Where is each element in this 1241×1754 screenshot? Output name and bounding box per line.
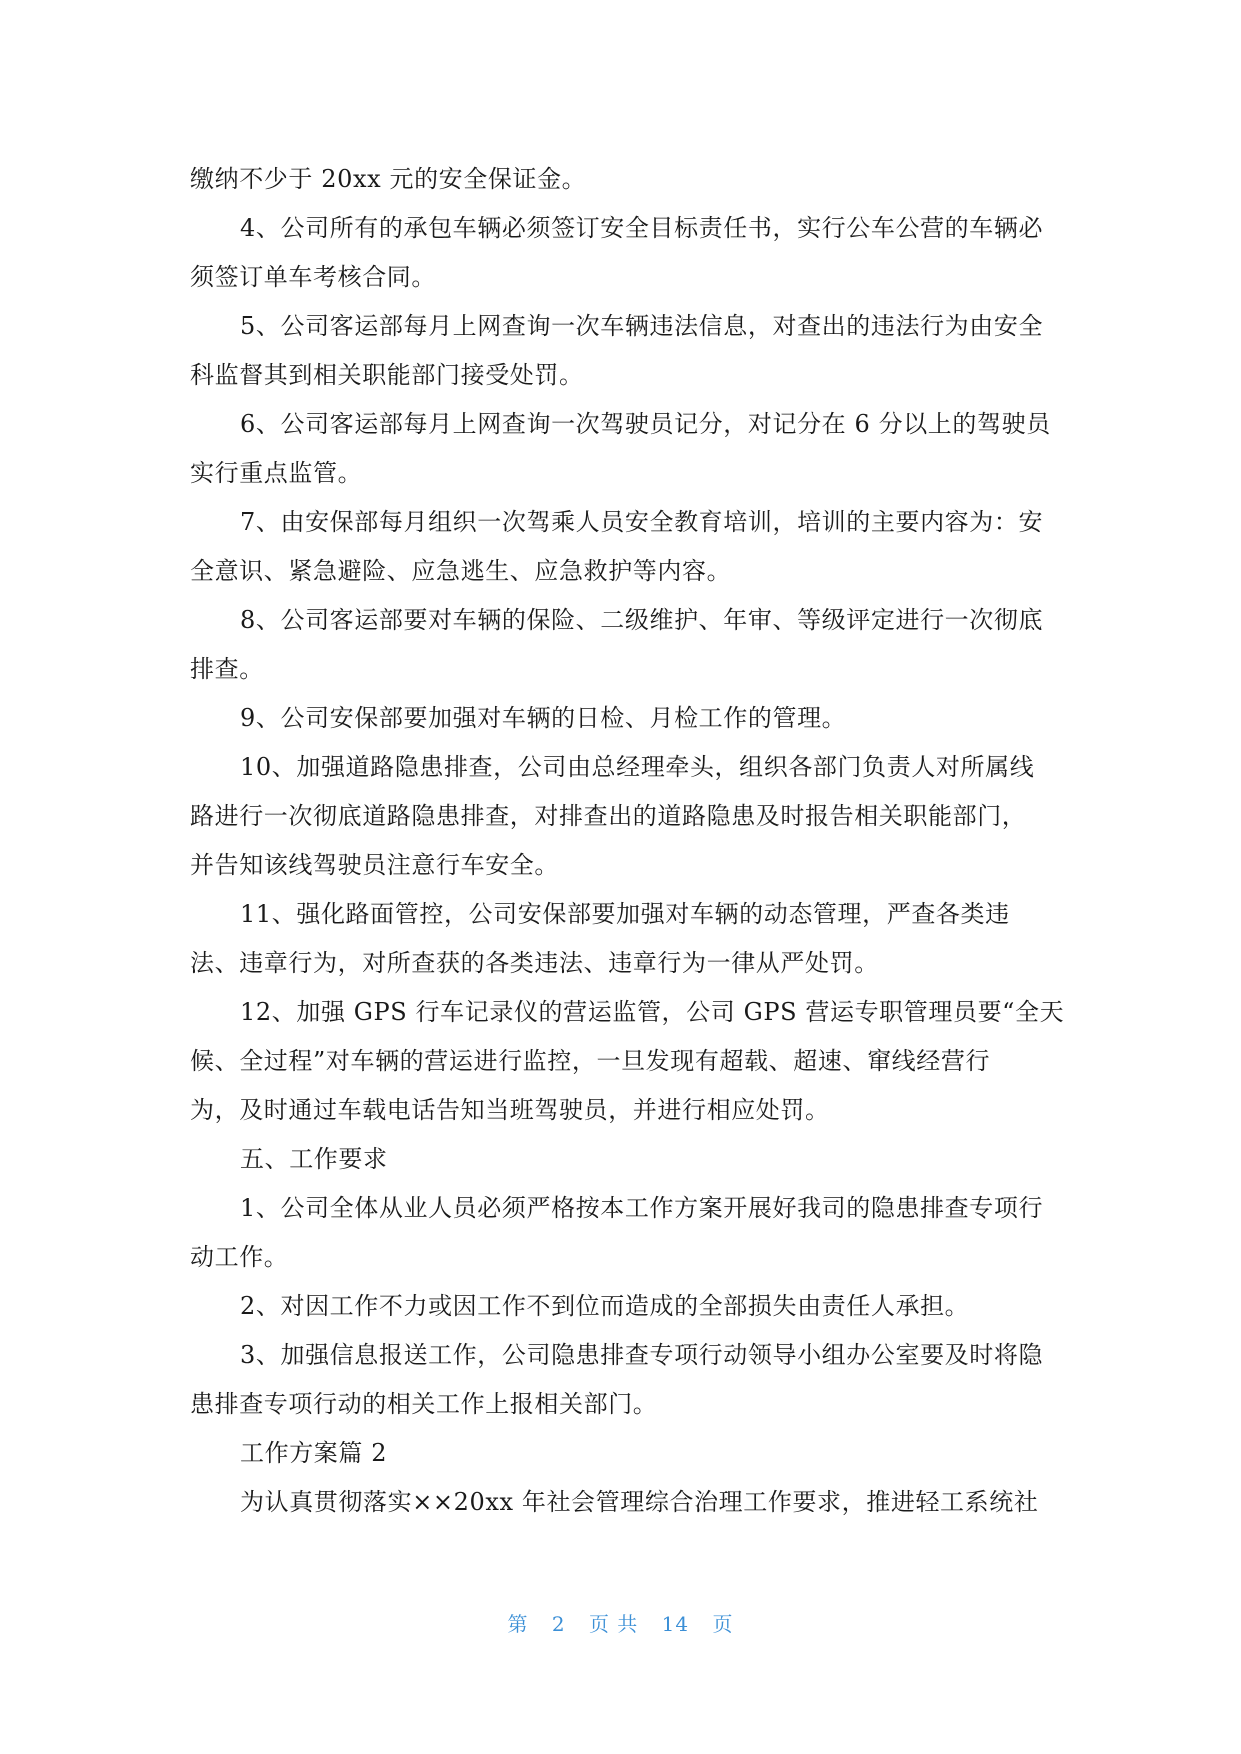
text-line: 科监督其到相关职能部门接受处罚。 xyxy=(190,361,584,389)
page-footer xyxy=(0,1608,1241,1637)
text-line: 6、公司客运部每月上网查询一次驾驶员记分，对记分在 6 分以上的驾驶员 xyxy=(240,410,1051,438)
text-line: 法、违章行为，对所查获的各类违法、违章行为一律从严处罚。 xyxy=(190,949,879,977)
text-line: 候、全过程”对车辆的营运进行监控，一旦发现有超载、超速、窜线经营行 xyxy=(190,1047,991,1075)
footer-prefix: 第 xyxy=(507,1612,529,1636)
total-pages-number: 14 xyxy=(661,1612,690,1636)
text-line: 2、对因工作不力或因工作不到位而造成的全部损失由责任人承担。 xyxy=(240,1292,970,1320)
text-line: 1、公司全体从业人员必须严格按本工作方案开展好我司的隐患排查专项行 xyxy=(240,1194,1044,1222)
text-line: 全意识、紧急避险、应急逃生、应急救护等内容。 xyxy=(190,557,732,585)
text-line: 路进行一次彻底道路隐患排查，对排查出的道路隐患及时报告相关职能部门， xyxy=(190,802,1027,830)
text-line: 为认真贯彻落实××20xx 年社会管理综合治理工作要求，推进轻工系统社 xyxy=(240,1488,1039,1516)
text-line: 11、强化路面管控，公司安保部要加强对车辆的动态管理，严查各类违 xyxy=(240,900,1010,928)
footer-middle: 页 共 xyxy=(588,1612,639,1636)
document-body xyxy=(190,155,1065,1527)
text-line: 9、公司安保部要加强对车辆的日检、月检工作的管理。 xyxy=(240,704,847,732)
text-line: 患排查专项行动的相关工作上报相关部门。 xyxy=(190,1390,658,1418)
text-line: 缴纳不少于 20xx 元的安全保证金。 xyxy=(190,165,587,193)
text-line: 12、加强 GPS 行车记录仪的营运监管，公司 GPS 营运专职管理员要“全天 xyxy=(240,998,1065,1026)
text-line: 五、工作要求 xyxy=(240,1145,388,1173)
text-line: 动工作。 xyxy=(190,1243,289,1271)
text-line: 工作方案篇 2 xyxy=(240,1439,388,1467)
current-page-number: 2 xyxy=(551,1612,566,1636)
text-line: 实行重点监管。 xyxy=(190,459,363,487)
text-line: 10、加强道路隐患排查，公司由总经理牵头，组织各部门负责人对所属线 xyxy=(240,753,1035,781)
footer-suffix: 页 xyxy=(712,1612,734,1636)
text-line: 5、公司客运部每月上网查询一次车辆违法信息，对查出的违法行为由安全 xyxy=(240,312,1044,340)
text-line: 为，及时通过车载电话告知当班驾驶员，并进行相应处罚。 xyxy=(190,1096,830,1124)
text-line: 8、公司客运部要对车辆的保险、二级维护、年审、等级评定进行一次彻底 xyxy=(240,606,1044,634)
text-line: 4、公司所有的承包车辆必须签订安全目标责任书，实行公车公营的车辆必 xyxy=(240,214,1044,242)
text-line: 7、由安保部每月组织一次驾乘人员安全教育培训，培训的主要内容为：安 xyxy=(240,508,1044,536)
text-line: 排查。 xyxy=(190,655,264,683)
text-line: 须签订单车考核合同。 xyxy=(190,263,436,291)
text-line: 3、加强信息报送工作，公司隐患排查专项行动领导小组办公室要及时将隐 xyxy=(240,1341,1044,1369)
text-line: 并告知该线驾驶员注意行车安全。 xyxy=(190,851,559,879)
